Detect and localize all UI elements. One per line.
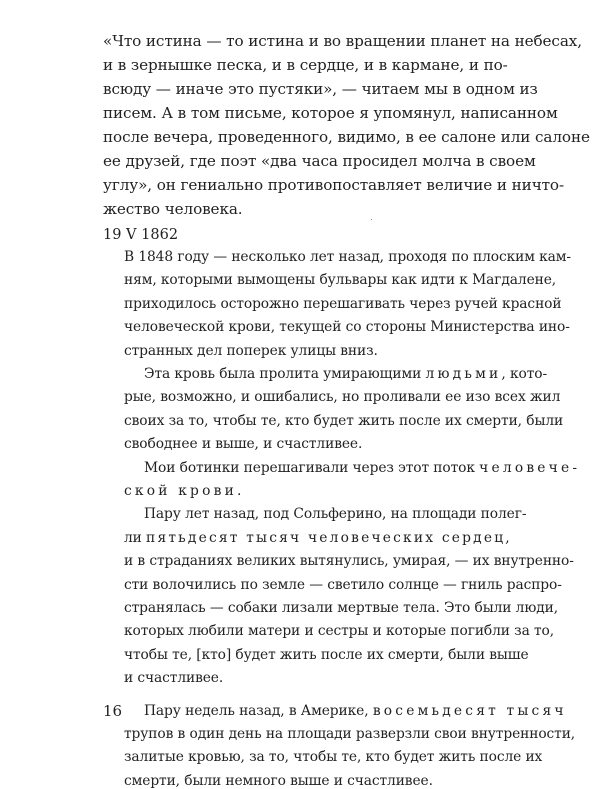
text-run: Мои ботинки перешагивали через этот поток [144, 459, 480, 476]
spaced-emphasis: пятьдесят тысяч человеческих сердец [146, 529, 506, 546]
text-run: , кото- [501, 366, 548, 382]
page-number: 16 [103, 702, 123, 720]
text-line: приходилось осторожно перешагивать через ручей красной [124, 295, 562, 312]
text-line [144, 368, 547, 382]
spaced-emphasis: ской крови [124, 483, 237, 499]
text-run: ли [124, 529, 147, 546]
spaced-emphasis: людьми [425, 366, 502, 382]
text-line: человеческой крови, текущей со стороны Министерства ино- [124, 319, 570, 336]
text-line: В 1848 году — несколько лет назад, проходя по плоским кам- [124, 249, 571, 265]
text-line: ням, которыми вымощены бульвары как идти к Магдалене, [124, 272, 557, 289]
text-line: странялась — собаки лизали мертвые тела. Это были люди, [124, 600, 559, 616]
text-line: жество человека. [103, 200, 243, 218]
text-line: и счастливее. [124, 670, 224, 687]
text-line [124, 751, 542, 765]
text-line: и в зернышке песка, и в сердце, и в кармане, и по- [103, 56, 508, 74]
spaced-emphasis: восемьдесят тысяч [372, 702, 567, 719]
text-run: , [505, 529, 510, 546]
text-line: после вечера, проведенного, видимо, в ее салоне или салоне [103, 128, 590, 146]
spaced-emphasis: человече- [479, 459, 581, 476]
text-run: Эта кровь была пролита умирающими [144, 366, 426, 382]
text-run: . [236, 483, 242, 499]
text-run: трупов в один день на площади разверзли свои внутренности, [124, 726, 576, 742]
text-line: сти волочились по земле — светило солнце — гниль распро- [124, 576, 562, 593]
date-heading: 19 V 1862 [103, 227, 179, 243]
text-line [124, 772, 433, 789]
text-run: залитые кровью, за то, чтобы те, кто будет жить после их [124, 749, 543, 766]
text-line: странных дел поперек улицы вниз. [124, 342, 378, 359]
text-run: смерти, были немного выше и счастливее. [124, 772, 433, 789]
text-line: ее друзей, где поэт «два часа просидел молча в своем [103, 152, 536, 170]
text-run: Пару недель назад, в Америке, [144, 702, 373, 719]
text-line: чтобы те, [кто] будет жить после их смерти, были выше [124, 646, 529, 663]
text-line: своих за то, чтобы те, кто будет жить после их смерти, были [124, 412, 564, 429]
text-line: которых любили матери и сестры и которые погибли за то, [124, 623, 555, 640]
text-line [124, 485, 241, 499]
text-line: и в страданиях великих вытянулись, умирая, — их внутренно- [124, 553, 574, 570]
text-line [144, 459, 581, 476]
text-line: всюду — иначе это пустяки», — читаем мы в одном из [103, 80, 538, 98]
text-line: углу», он гениально противопоставляет величие и ничто- [103, 176, 565, 194]
text-line: «Что истина — то истина и во вращении планет на небесах, [103, 32, 582, 50]
text-line: рые, возможно, и ошибались, но проливали ее изо всех жил [124, 389, 561, 406]
text-line [124, 529, 510, 546]
text-line: Пару лет назад, под Сольферино, на площади полег- [144, 506, 527, 523]
text-line [124, 728, 575, 742]
text-line: писем. А в том письме, которое я упомянул, написанном [103, 104, 558, 122]
text-line [144, 702, 567, 719]
text-line: свободнее и выше, и счастливее. [124, 436, 363, 453]
paper-speck [371, 219, 372, 220]
